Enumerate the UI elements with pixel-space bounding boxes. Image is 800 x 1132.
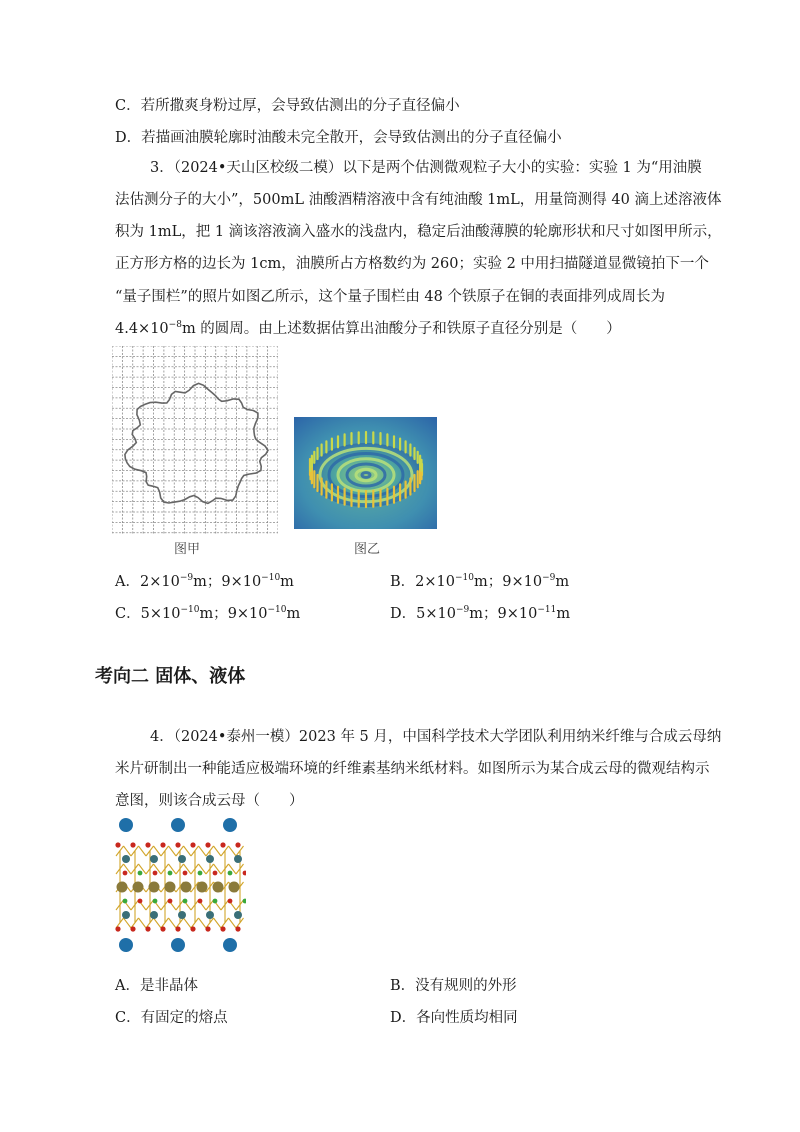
q3-option-c-value2: 9×10 bbox=[227, 606, 268, 622]
q3-line-6-tail: m 的圆周。由上述数据估算出油酸分子和铁原子直径分别是（ ） bbox=[181, 321, 621, 337]
q3-option-c-label: C． bbox=[115, 606, 141, 622]
q3-option-b-exp2: −9 bbox=[542, 573, 556, 583]
q3-line-2: 法估测分子的大小”，500mL 油酸酒精溶液中含有纯油酸 1mL，用量筒测得 40 滴上述溶液体 bbox=[115, 192, 722, 208]
q3-option-d-exp2: −11 bbox=[537, 605, 557, 615]
q3-option-b-label: B． bbox=[390, 574, 416, 590]
q3-option-d-value2: 9×10 bbox=[497, 606, 538, 622]
q3-option-d bbox=[390, 604, 570, 624]
q4-line-1: 4．（2024•泰州一模）2023 年 5 月，中国科学技术大学团队利用纳米纤维与合成云母纳 bbox=[150, 729, 722, 745]
q3-option-a-unit1: m； bbox=[193, 574, 222, 590]
q3-option-b-unit2: m bbox=[555, 574, 570, 590]
oil-film-outline bbox=[125, 383, 268, 503]
q3-option-a-value2: 9×10 bbox=[221, 574, 262, 590]
q4-option-b: B．没有规则的外形 bbox=[390, 978, 517, 994]
q3-option-b-value2: 9×10 bbox=[502, 574, 543, 590]
q3-option-c-unit2: m bbox=[286, 606, 301, 622]
oil-film-grid-figure bbox=[112, 346, 278, 534]
q3-option-c-value1: 5×10 bbox=[140, 606, 181, 622]
q3-line-6 bbox=[115, 319, 621, 339]
q2-option-c: C．若所撒爽身粉过厚，会导致估测出的分子直径偏小 bbox=[115, 98, 460, 114]
section-heading: 考向二 固体、液体 bbox=[95, 666, 246, 687]
q3-perimeter-value: 4.4×10 bbox=[115, 321, 169, 337]
q3-option-a-unit2: m bbox=[280, 574, 294, 590]
q3-option-a-exp2: −10 bbox=[261, 573, 281, 583]
q3-option-c-unit1: m； bbox=[199, 606, 228, 622]
q4-line-2: 米片研制出一种能适应极端环境的纤维素基纳米纸材料。如图所示为某合成云母的微观结构示 bbox=[115, 761, 710, 777]
q3-option-a-exp1: −9 bbox=[179, 573, 194, 583]
q3-option-a bbox=[115, 572, 294, 592]
q3-line-1: 3．（2024•天山区校级二模）以下是两个估测微观粒子大小的实验：实验 1 为“用油膜 bbox=[150, 160, 702, 176]
q3-option-d-unit1: m； bbox=[469, 606, 498, 622]
q3-option-b-value1: 2×10 bbox=[415, 574, 455, 590]
q3-option-b-exp1: −10 bbox=[454, 573, 474, 583]
q3-option-d-label: D． bbox=[390, 606, 417, 622]
q3-option-c-exp2: −10 bbox=[267, 605, 287, 615]
q4-line-3: 意图，则该合成云母（ ） bbox=[115, 793, 304, 809]
q3-option-a-label: A． bbox=[115, 574, 140, 590]
q3-line-3: 积为 1mL，把 1 滴该溶液滴入盛水的浅盘内，稳定后油酸薄膜的轮廓形状和尺寸如图甲所示， bbox=[115, 224, 722, 240]
q4-option-c: C．有固定的熔点 bbox=[115, 1010, 228, 1026]
q4-option-d: D．各向性质均相同 bbox=[390, 1010, 518, 1026]
q3-option-b bbox=[390, 572, 569, 592]
q4-option-a: A．是非晶体 bbox=[115, 978, 198, 994]
q3-line-4: 正方形方格的边长为 1cm，油膜所占方格数约为 260；实验 2 中用扫描隧道显微镜拍下一个 bbox=[115, 256, 709, 272]
q3-option-d-unit2: m bbox=[556, 606, 571, 622]
q3-option-b-unit1: m； bbox=[473, 574, 503, 590]
q2-option-d: D．若描画油膜轮廓时油酸未完全散开，会导致估测出的分子直径偏小 bbox=[115, 130, 562, 146]
q3-option-c bbox=[115, 604, 300, 624]
figure-b-caption: 图乙 bbox=[354, 542, 381, 557]
q3-option-d-exp1: −9 bbox=[455, 605, 470, 615]
q3-option-d-value1: 5×10 bbox=[416, 606, 456, 622]
quantum-corral-figure bbox=[294, 417, 437, 529]
mica-structure-figure bbox=[112, 815, 246, 955]
q3-line-5: “量子围栏”的照片如图乙所示，这个量子围栏由 48 个铁原子在铜的表面排列成周长为 bbox=[115, 289, 665, 305]
q3-option-a-value1: 2×10 bbox=[139, 574, 180, 590]
q3-perimeter-exp: −8 bbox=[168, 320, 182, 330]
q3-option-c-exp1: −10 bbox=[180, 605, 200, 615]
figure-a-caption: 图甲 bbox=[174, 542, 201, 557]
